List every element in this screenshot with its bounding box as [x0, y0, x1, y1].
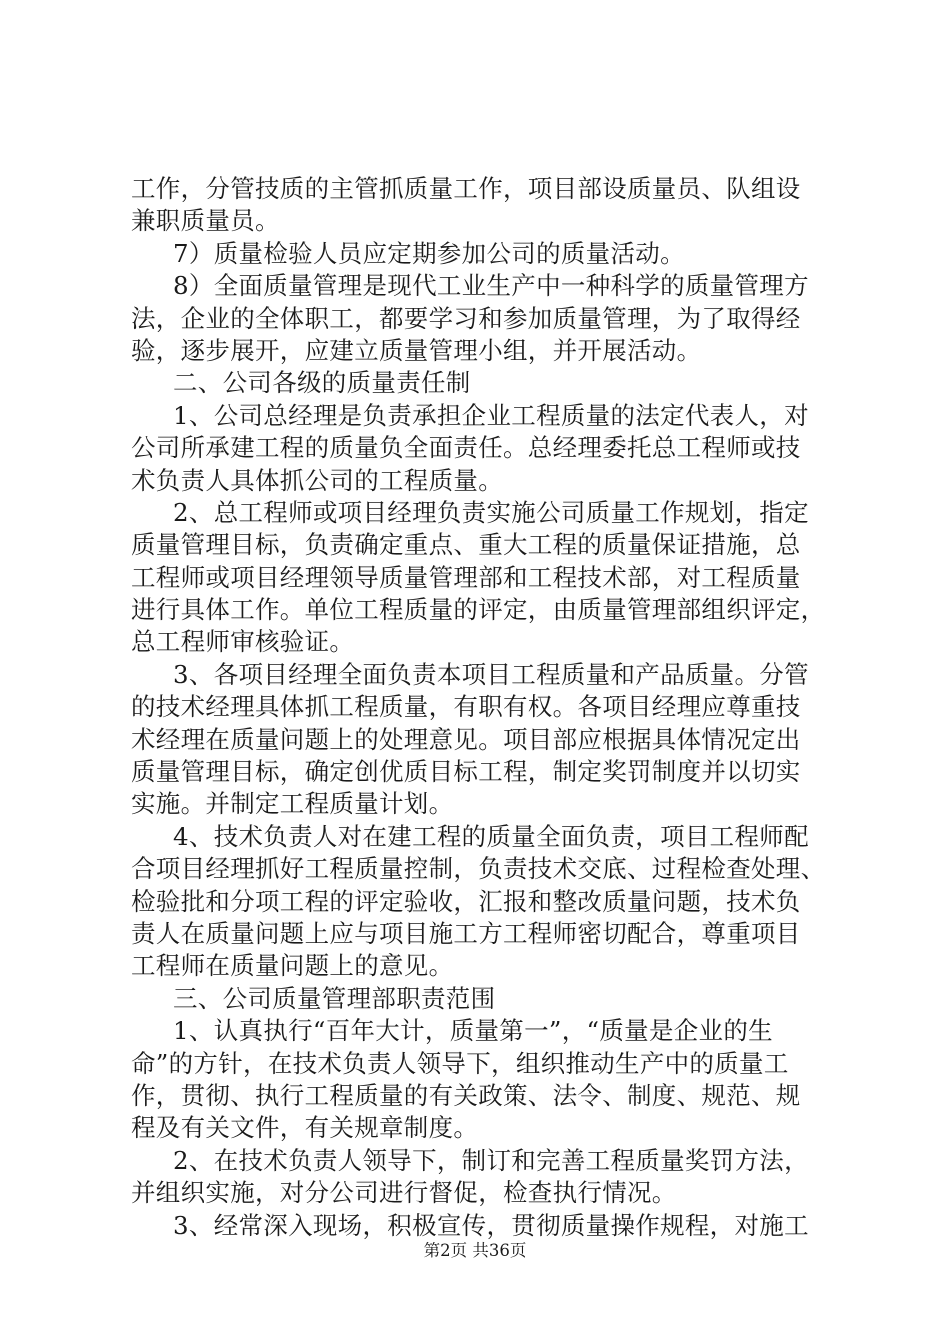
text-line: 术负责人具体抓公司的工程质量。: [131, 465, 503, 495]
text-line: 二、公司各级的质量责任制: [173, 368, 471, 398]
text-line: 三、公司质量管理部职责范围: [173, 983, 496, 1013]
text-line: 3、经常深入现场，积极宣传，贯彻质量操作规程，对施工: [173, 1210, 809, 1240]
text-line: 工作，分管技质的主管抓质量工作，项目部设质量员、队组设: [131, 174, 801, 203]
document-body: [131, 173, 831, 1242]
text-line: 合项目经理抓好工程质量控制，负责技术交底、过程检查处理、: [131, 854, 826, 884]
text-line: 1、认真执行“百年大计，质量第一”，“质量是企业的生: [173, 1016, 773, 1046]
text-line: 兼职质量员。: [131, 206, 280, 236]
text-line: 工程师在质量问题上的意见。: [131, 951, 454, 981]
page-footer: 第2页 共36页: [423, 1241, 527, 1260]
text-line: 8）全面质量管理是现代工业生产中一种科学的质量管理方: [173, 271, 809, 301]
text-line: 术经理在质量问题上的处理意见。项目部应根据具体情况定出: [131, 724, 801, 754]
text-line: 总工程师审核验证。: [131, 627, 355, 657]
text-line: 2、总工程师或项目经理负责实施公司质量工作规划，指定: [173, 497, 809, 527]
text-line: 并组织实施，对分公司进行督促，检查执行情况。: [131, 1178, 677, 1208]
text-line: 程及有关文件，有关规章制度。: [131, 1113, 479, 1143]
text-line: 作，贯彻、执行工程质量的有关政策、法令、制度、规范、规: [131, 1080, 801, 1110]
text-line: 1、公司总经理是负责承担企业工程质量的法定代表人，对: [173, 400, 809, 430]
text-line: 质量管理目标，负责确定重点、重大工程的质量保证措施，总: [131, 530, 801, 560]
text-line: 7）质量检验人员应定期参加公司的质量活动。: [173, 238, 685, 268]
text-line: 2、在技术负责人领导下，制订和完善工程质量奖罚方法，: [173, 1145, 809, 1175]
text-line: 命”的方针，在技术负责人领导下，组织推动生产中的质量工: [131, 1048, 789, 1078]
text-line: 工程师或项目经理领导质量管理部和工程技术部，对工程质量: [131, 562, 801, 592]
text-line: 的技术经理具体抓工程质量，有职有权。各项目经理应尊重技: [131, 692, 801, 722]
text-line: 检验批和分项工程的评定验收，汇报和整改质量问题，技术负: [131, 886, 801, 916]
text-line: 法，企业的全体职工，都要学习和参加质量管理，为了取得经: [131, 303, 801, 333]
text-line: 质量管理目标，确定创优质目标工程，制定奖罚制度并以切实: [131, 757, 801, 787]
text-line: 4、技术负责人对在建工程的质量全面负责，项目工程师配: [173, 821, 809, 851]
text-line: 3、各项目经理全面负责本项目工程质量和产品质量。分管: [173, 659, 809, 689]
text-line: 实施。并制定工程质量计划。: [131, 789, 454, 819]
text-line: 进行具体工作。单位工程质量的评定，由质量管理部组织评定，: [131, 595, 826, 625]
text-line: 验，逐步展开，应建立质量管理小组，并开展活动。: [131, 335, 702, 365]
text-line: 责人在质量问题上应与项目施工方工程师密切配合，尊重项目: [131, 918, 801, 948]
text-line: 公司所承建工程的质量负全面责任。总经理委托总工程师或技: [131, 433, 801, 463]
